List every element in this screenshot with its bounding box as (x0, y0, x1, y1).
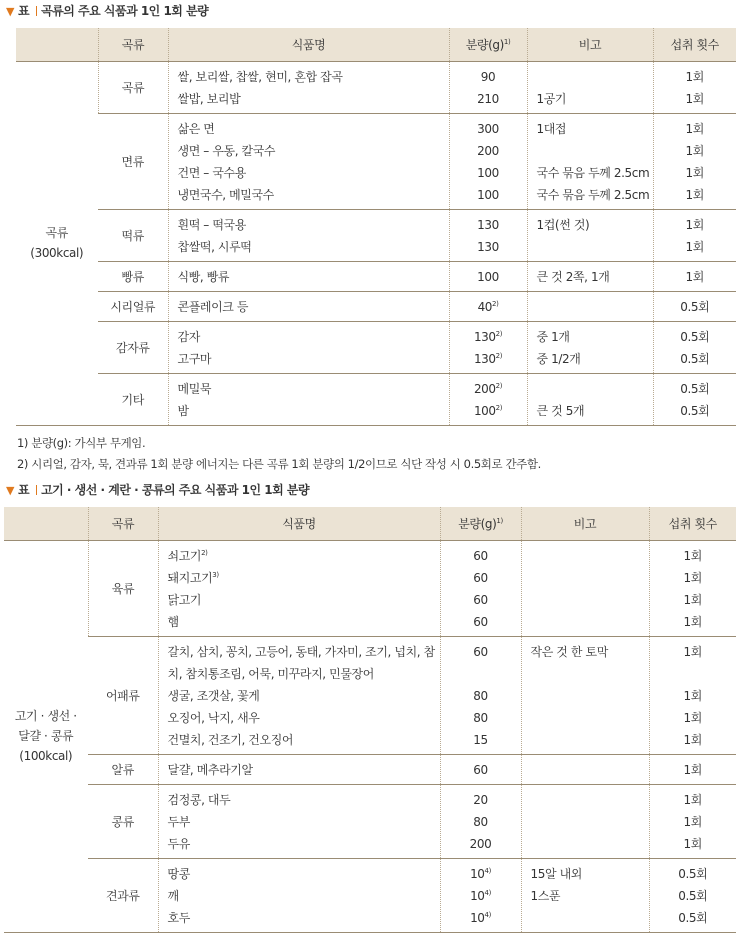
count-cell (649, 784, 736, 858)
title-separator (36, 485, 37, 495)
amount-text: 10 (470, 888, 485, 903)
food-name-text: 두유 (167, 836, 190, 851)
note-text: 1컵(썬 것) (536, 217, 590, 232)
food-name (169, 296, 449, 318)
triangle-icon: ▼ (6, 5, 14, 18)
amount-value (450, 266, 527, 288)
header-group (16, 28, 98, 61)
amount-text: 90 (480, 69, 496, 84)
amount-text: 130 (477, 217, 499, 232)
count-value: 1회 (683, 688, 702, 703)
note-text (522, 729, 649, 751)
note-text: 국수 묶음 두께 2.5cm (536, 165, 650, 180)
food-name-text: 콘플레이크 등 (177, 299, 249, 314)
note-text (522, 907, 649, 929)
note-cell (527, 291, 653, 321)
table2-title (6, 481, 309, 498)
category-row (16, 209, 736, 261)
group-label-line: 고기 · 생선 · (14, 709, 77, 723)
table2-header-row (4, 507, 736, 540)
category-name: 어패류 (88, 636, 158, 754)
amount-footnote-mark: 2) (495, 381, 503, 390)
amount-cell (449, 61, 527, 113)
amount-cell (440, 784, 521, 858)
food-name-text: 검정콩, 대두 (167, 792, 231, 807)
title-separator (36, 6, 37, 16)
note-cell (527, 261, 653, 291)
food-cell (168, 321, 449, 373)
food-name-text: 밤 (177, 403, 189, 418)
group-kcal: (300kcal) (30, 246, 84, 260)
header-count: 섭취 횟수 (649, 507, 736, 540)
amount-cell (440, 540, 521, 636)
amount-cell (440, 754, 521, 784)
amount-value (450, 348, 527, 370)
amount-cell (440, 858, 521, 932)
amount-footnote-mark: 4) (484, 866, 491, 875)
food-name (159, 707, 440, 729)
category-name: 견과류 (88, 858, 158, 932)
amount-value (441, 729, 521, 751)
count-value: 1회 (685, 269, 704, 284)
note-text (528, 140, 653, 162)
food-name-text: 쌀밥, 보리밥 (177, 91, 241, 106)
food-name (159, 811, 440, 833)
count-value: 1회 (685, 217, 704, 232)
note-cell (527, 373, 653, 425)
note-cell (527, 209, 653, 261)
amount-text: 10 (470, 866, 485, 881)
header-note: 비고 (527, 28, 653, 61)
amount-value (441, 611, 521, 633)
food-cell (158, 784, 440, 858)
food-footnote-mark: 3) (212, 570, 219, 579)
footnote: 2) 시리얼, 감자, 묵, 견과류 1회 분량 에너지는 다른 곡류 1회 분량의 1/2이므로 식단 작성 시 0.5회로 간주함. (17, 457, 541, 471)
note-text (528, 66, 653, 88)
food-group-cell (4, 540, 88, 932)
amount-text: 80 (473, 814, 488, 829)
amount-value (441, 885, 521, 907)
amount-text: 60 (473, 614, 488, 629)
food-name-text: 생굴, 조갯살, 꽃게 (167, 688, 260, 703)
food-cell (168, 373, 449, 425)
food-name (169, 326, 449, 348)
food-name (169, 378, 449, 400)
food-name-text: 삶은 면 (177, 121, 215, 136)
food-name-text: 고구마 (177, 351, 212, 366)
amount-cell (449, 261, 527, 291)
amount-text: 100 (477, 165, 499, 180)
amount-value (450, 326, 527, 348)
food-name-text: 쇠고기 (167, 548, 202, 563)
food-name-text: 호두 (167, 910, 190, 925)
amount-value (441, 811, 521, 833)
category-row (4, 858, 736, 932)
header-note: 비고 (521, 507, 649, 540)
amount-text: 130 (473, 351, 496, 366)
food-name-text: 식빵, 빵류 (177, 269, 230, 284)
note-text (522, 707, 649, 729)
count-value: 1회 (683, 710, 702, 725)
food-name (159, 589, 440, 611)
count-value: 1회 (683, 792, 702, 807)
note-text: 큰 것 5개 (536, 403, 585, 418)
header-amount-label: 분량(g) (465, 37, 504, 52)
header-amount-label: 분량(g) (458, 516, 497, 531)
count-cell (653, 261, 736, 291)
food-cell (168, 291, 449, 321)
amount-value (450, 214, 527, 236)
count-cell (653, 373, 736, 425)
count-value: 1회 (685, 69, 704, 84)
category-name: 감자류 (98, 321, 168, 373)
count-cell (649, 540, 736, 636)
category-row (4, 636, 736, 754)
count-value: 0.5회 (680, 403, 710, 418)
note-text (522, 833, 649, 855)
food-name-text: 생면 – 우동, 칼국수 (177, 143, 276, 158)
header-food: 식품명 (158, 507, 440, 540)
food-cell (158, 858, 440, 932)
category-name: 기타 (98, 373, 168, 425)
note-text (522, 811, 649, 833)
note-cell (521, 540, 649, 636)
amount-value (441, 789, 521, 811)
note-text: 중 1/2개 (536, 351, 581, 366)
category-row (16, 373, 736, 425)
header-amount (449, 28, 527, 61)
food-name-continued: 치, 참치통조림, 어묵, 미꾸라지, 민물장어 (167, 666, 374, 681)
note-cell (527, 61, 653, 113)
header-amount-sup: 1) (503, 37, 511, 46)
note-text (522, 589, 649, 611)
table1-title-mark: 표 (17, 4, 30, 18)
amount-cell (449, 113, 527, 209)
amount-text: 130 (473, 329, 496, 344)
amount-cell (449, 321, 527, 373)
count-value: 0.5회 (680, 381, 710, 396)
amount-value (450, 378, 527, 400)
note-text: 중 1개 (536, 329, 570, 344)
count-value: 1회 (683, 836, 702, 851)
note-text (522, 789, 649, 811)
food-name (159, 641, 440, 663)
group-label: 곡류 (45, 226, 68, 240)
amount-text: 300 (477, 121, 499, 136)
spacer (441, 663, 521, 685)
food-name (169, 88, 449, 110)
count-value: 0.5회 (680, 351, 710, 366)
count-cell (653, 209, 736, 261)
category-name: 육류 (88, 540, 158, 636)
category-row (4, 540, 736, 636)
amount-value (441, 685, 521, 707)
amount-footnote-mark: 4) (484, 888, 491, 897)
count-cell (649, 754, 736, 784)
food-name-text: 쌀, 보리쌀, 찹쌀, 현미, 혼합 잡곡 (177, 69, 343, 84)
food-name (169, 184, 449, 206)
amount-text: 40 (477, 299, 493, 314)
table2-title-mark: 표 (17, 483, 30, 497)
food-cell (158, 636, 440, 754)
food-name (169, 214, 449, 236)
count-value: 0.5회 (678, 910, 708, 925)
food-name (159, 729, 440, 751)
note-text (522, 759, 649, 781)
amount-text: 60 (473, 570, 488, 585)
food-name (159, 863, 440, 885)
count-value: 1회 (683, 592, 702, 607)
count-value: 1회 (685, 239, 704, 254)
amount-value (441, 833, 521, 855)
amount-value (441, 707, 521, 729)
amount-footnote-mark: 4) (484, 910, 491, 919)
amount-value (450, 236, 527, 258)
food-cell (168, 209, 449, 261)
food-name (169, 162, 449, 184)
amount-value (441, 589, 521, 611)
food-name (159, 833, 440, 855)
table1 (16, 28, 736, 426)
amount-text: 60 (473, 548, 488, 563)
count-value: 1회 (683, 570, 702, 585)
header-category: 곡류 (98, 28, 168, 61)
amount-text: 130 (477, 239, 499, 254)
amount-value (441, 641, 521, 663)
food-name (169, 348, 449, 370)
count-cell (649, 636, 736, 754)
table2-title-text: 고기 · 생선 · 계란 · 콩류의 주요 식품과 1인 1회 분량 (41, 483, 310, 497)
header-group (4, 507, 88, 540)
amount-value (441, 545, 521, 567)
amount-text: 100 (477, 269, 499, 284)
amount-text: 20 (473, 792, 488, 807)
food-name (169, 118, 449, 140)
note-cell (521, 754, 649, 784)
table1-header-row (16, 28, 736, 61)
category-name: 면류 (98, 113, 168, 209)
food-name (159, 685, 440, 707)
amount-value (450, 88, 527, 110)
category-name: 알류 (88, 754, 158, 784)
amount-cell (440, 636, 521, 754)
note-text: 1대접 (536, 121, 567, 136)
amount-value (450, 140, 527, 162)
category-name: 빵류 (98, 261, 168, 291)
amount-text: 200 (469, 836, 492, 851)
amount-footnote-mark: 2) (495, 329, 503, 338)
food-cell (168, 61, 449, 113)
food-name (169, 266, 449, 288)
header-food: 식품명 (168, 28, 449, 61)
food-name (159, 907, 440, 929)
count-value: 0.5회 (680, 299, 710, 314)
header-count: 섭취 횟수 (653, 28, 736, 61)
amount-value (441, 907, 521, 929)
count-value: 1회 (683, 762, 702, 777)
count-value: 0.5회 (678, 888, 708, 903)
amount-text: 60 (473, 592, 488, 607)
food-cell (158, 540, 440, 636)
note-cell (527, 113, 653, 209)
count-value: 1회 (683, 814, 702, 829)
note-text (528, 378, 653, 400)
amount-value (450, 162, 527, 184)
amount-text: 80 (473, 688, 488, 703)
category-row (4, 754, 736, 784)
food-cell (158, 754, 440, 784)
count-value: 1회 (685, 121, 704, 136)
food-name (169, 400, 449, 422)
note-text (522, 545, 649, 567)
category-row (16, 321, 736, 373)
amount-text: 200 (477, 143, 499, 158)
amount-text: 100 (477, 187, 499, 202)
amount-cell (449, 291, 527, 321)
food-group-cell (16, 61, 98, 425)
amount-value (450, 400, 527, 422)
food-name-text: 찹쌀떡, 시루떡 (177, 239, 252, 254)
count-value: 0.5회 (680, 329, 710, 344)
amount-value (450, 296, 527, 318)
category-row (16, 291, 736, 321)
food-name-text: 햄 (167, 614, 179, 629)
amount-value (450, 118, 527, 140)
count-cell (653, 61, 736, 113)
amount-text: 210 (477, 91, 499, 106)
category-name: 시리얼류 (98, 291, 168, 321)
amount-footnote-mark: 2) (495, 351, 503, 360)
footnote: 1) 분량(g): 가식부 무게임. (17, 436, 146, 450)
triangle-icon: ▼ (6, 484, 14, 497)
category-row (16, 113, 736, 209)
amount-value (441, 759, 521, 781)
amount-cell (449, 209, 527, 261)
food-name-text: 건멸치, 건조기, 건오징어 (167, 732, 294, 747)
amount-value (450, 184, 527, 206)
note-text (522, 611, 649, 633)
note-text (528, 296, 653, 318)
count-value: 1회 (685, 187, 704, 202)
spacer (650, 663, 737, 685)
food-name (159, 885, 440, 907)
group-label-line: 달걀 · 콩류 (18, 729, 74, 743)
amount-value (450, 66, 527, 88)
food-name-text: 달걀, 메추라기알 (167, 762, 253, 777)
amount-footnote-mark: 2) (492, 299, 499, 308)
food-name-text: 흰떡 – 떡국용 (177, 217, 246, 232)
amount-text: 10 (470, 910, 485, 925)
header-amount (440, 507, 521, 540)
table2 (4, 507, 736, 933)
note-text: 15알 내외 (530, 866, 582, 881)
food-name-text: 냉면국수, 메밀국수 (177, 187, 274, 202)
note-text: 작은 것 한 토막 (530, 644, 608, 659)
count-value: 1회 (685, 143, 704, 158)
food-name (169, 140, 449, 162)
food-name (159, 567, 440, 589)
food-name-text: 땅콩 (167, 866, 190, 881)
note-text: 국수 묶음 두께 2.5cm (536, 187, 650, 202)
category-name: 떡류 (98, 209, 168, 261)
food-name-text: 돼지고기 (167, 570, 213, 585)
category-row (16, 61, 736, 113)
amount-text: 15 (473, 732, 488, 747)
count-value: 1회 (683, 644, 702, 659)
amount-text: 60 (473, 762, 488, 777)
food-name-text: 닭고기 (167, 592, 202, 607)
group-label-line: (100kcal) (19, 749, 73, 763)
header-amount-sup: 1) (496, 516, 503, 525)
note-cell (521, 784, 649, 858)
amount-footnote-mark: 2) (495, 403, 503, 412)
amount-text: 200 (473, 381, 496, 396)
note-cell (527, 321, 653, 373)
header-category: 곡류 (88, 507, 158, 540)
table1-title-text: 곡류의 주요 식품과 1인 1회 분량 (41, 4, 209, 18)
count-cell (653, 321, 736, 373)
count-value: 1회 (683, 548, 702, 563)
food-name-text: 오징어, 낙지, 새우 (167, 710, 260, 725)
note-text: 큰 것 2쪽, 1개 (536, 269, 610, 284)
category-name: 곡류 (98, 61, 168, 113)
note-text (528, 236, 653, 258)
food-name-text: 갈치, 삼치, 꽁치, 고등어, 동태, 가자미, 조기, 넙치, 참 (167, 644, 435, 659)
category-row (4, 784, 736, 858)
food-name (159, 759, 440, 781)
count-value: 1회 (683, 732, 702, 747)
amount-text: 60 (473, 644, 488, 659)
food-name-text: 메밀묵 (177, 381, 212, 396)
food-footnote-mark: 2) (201, 548, 208, 557)
food-name (159, 611, 440, 633)
food-name (159, 545, 440, 567)
food-name-text: 감자 (177, 329, 200, 344)
note-text (522, 567, 649, 589)
food-cell (168, 261, 449, 291)
count-value: 1회 (685, 91, 704, 106)
note-text: 1스푼 (530, 888, 561, 903)
count-cell (653, 113, 736, 209)
note-text (522, 685, 649, 707)
food-name (159, 789, 440, 811)
count-value: 0.5회 (678, 866, 708, 881)
note-cell (521, 636, 649, 754)
count-value: 1회 (683, 614, 702, 629)
count-cell (649, 858, 736, 932)
food-name-text: 두부 (167, 814, 190, 829)
table1-title (6, 2, 208, 19)
amount-cell (449, 373, 527, 425)
count-value: 1회 (685, 165, 704, 180)
food-name (169, 236, 449, 258)
food-name-text: 깨 (167, 888, 179, 903)
amount-value (441, 567, 521, 589)
food-name (169, 66, 449, 88)
amount-text: 80 (473, 710, 488, 725)
note-cell (521, 858, 649, 932)
note-text: 1공기 (536, 91, 567, 106)
count-cell (653, 291, 736, 321)
amount-value (441, 863, 521, 885)
food-name-text: 건면 – 국수용 (177, 165, 246, 180)
amount-text: 100 (473, 403, 496, 418)
food-cell (168, 113, 449, 209)
category-name: 콩류 (88, 784, 158, 858)
category-row (16, 261, 736, 291)
spacer (522, 663, 649, 685)
